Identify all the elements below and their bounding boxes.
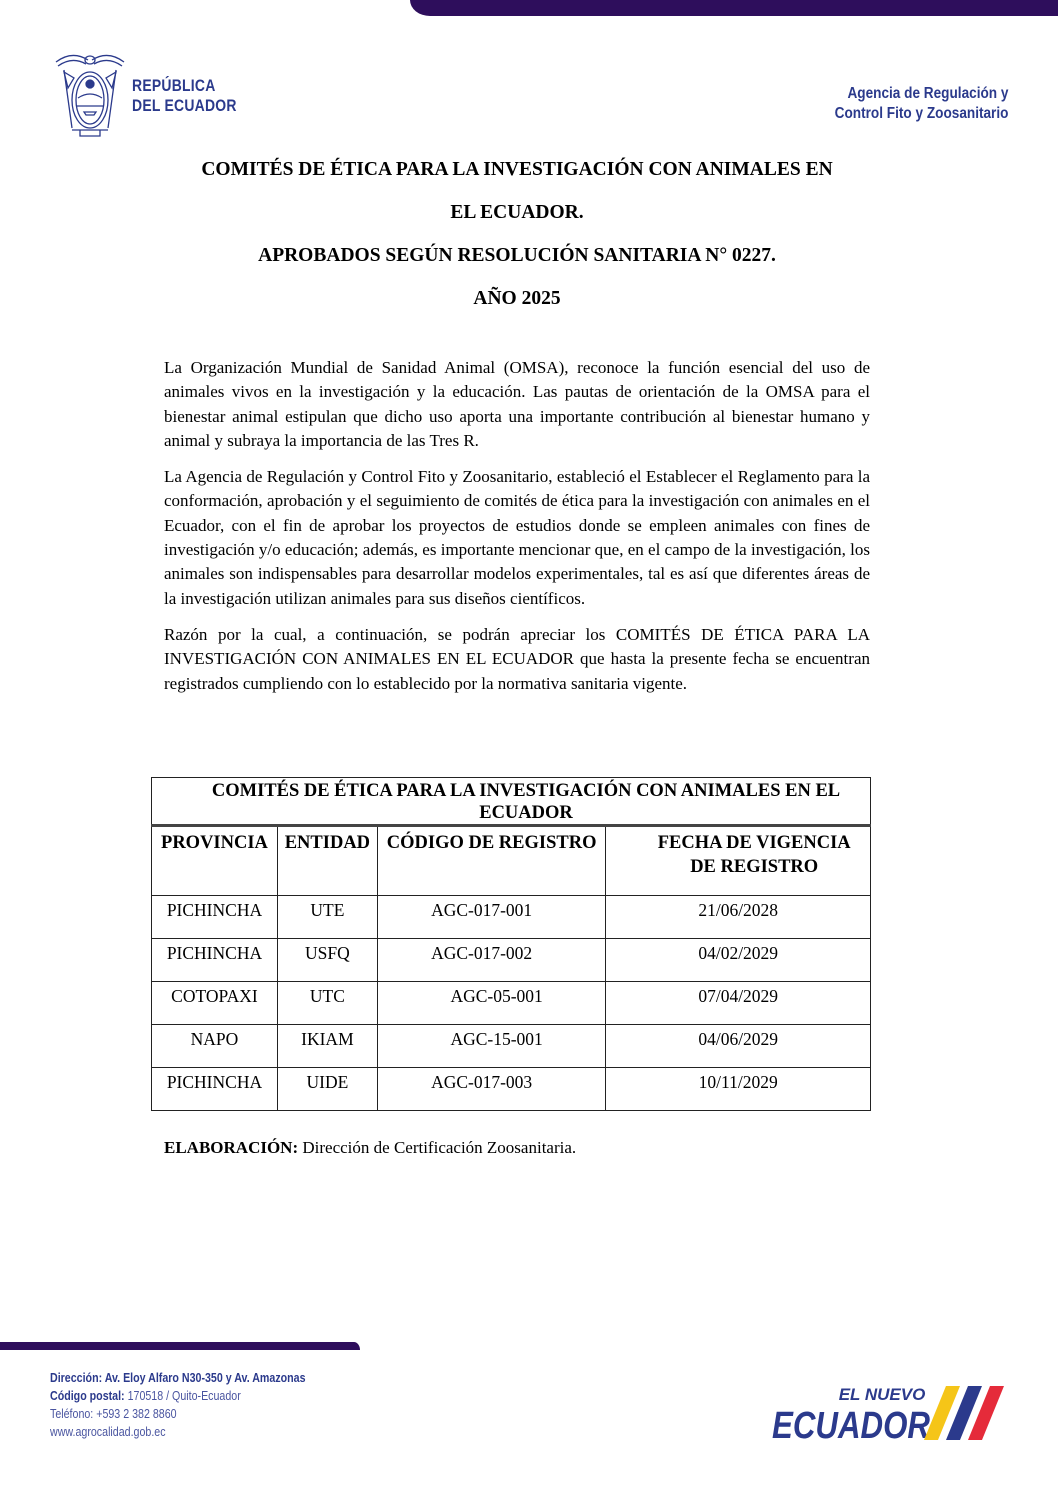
republica-logo: [50, 48, 260, 140]
paragraph-2: La Agencia de Regulación y Control Fito y Zoosanitario, estableció el Establecer el Reglamento para la conformación, aprobación y el seguimiento de comités de ética para la investigación con animales en el Ecuador, con el fin de aprobar los proyectos de estudios donde se empleen animales con fines de investigación y/o educación; además, es importante mencionar que, en el campo de la investigación, los animales son indispensables para desarrollar modelos experimentales, tal es así que diferentes áreas de la investigación utilizan animales para sus diseños científicos.: [164, 467, 870, 608]
brand-big-text: ECUADOR: [772, 1405, 931, 1446]
postal-label: Código postal:: [50, 1388, 125, 1403]
republica-line1: REPÚBLICA: [132, 76, 216, 95]
cell-provincia: NAPO: [152, 1025, 278, 1068]
postal-value: 170518 / Quito-Ecuador: [124, 1388, 241, 1403]
column-header-provincia: PROVINCIA: [152, 826, 278, 896]
republica-line2: DEL ECUADOR: [132, 96, 237, 115]
paragraph-1: La Organización Mundial de Sanidad Animal (OMSA), reconoce la función esencial del uso de animales vivos en la investigación y la educación. Las pautas de orientación de la OMSA para el bienestar animal estipulan que dicho uso aporta una importante contribución al bienestar humano y animal y subraya la importancia de las Tres R.: [164, 358, 870, 450]
cell-codigo: AGC-017-003: [377, 1068, 606, 1111]
cell-codigo: AGC-15-001: [377, 1025, 606, 1068]
cell-entidad: UIDE: [277, 1068, 377, 1111]
agency-logo: [804, 84, 1008, 124]
el-nuevo-ecuador-logo: [770, 1378, 1010, 1446]
column-header-entidad: ENTIDAD: [277, 826, 377, 896]
title-line-4: AÑO 2025: [473, 288, 561, 309]
footer-accent-bar: [0, 1342, 360, 1350]
coat-of-arms-icon: [50, 48, 130, 140]
column-header-fecha: FECHA DE VIGENCIA DE REGISTRO: [606, 826, 871, 896]
brand-small-text: EL NUEVO: [838, 1385, 926, 1404]
table-row: [152, 982, 871, 1025]
paragraph-3: Razón por la cual, a continuación, se podrán apreciar los COMITÉS DE ÉTICA PARA LA INVESTIGACIÓN CON ANIMALES EN EL ECUADOR que hasta la presente fecha se encuentran registrados cumpliendo con lo establecido por la normativa sanitaria vigente.: [164, 624, 870, 693]
phone-value: +593 2 382 8860: [93, 1406, 177, 1421]
agency-line2: Control Fito y Zoosanitario: [834, 105, 1008, 122]
table-row: [152, 1068, 871, 1111]
header-accent-bar: [410, 0, 1058, 16]
cell-provincia: PICHINCHA: [152, 1068, 278, 1111]
address-label: Dirección:: [50, 1370, 103, 1385]
cell-codigo: AGC-05-001: [377, 982, 606, 1025]
committees-table: [151, 777, 871, 1111]
column-header-codigo: CÓDIGO DE REGISTRO: [377, 826, 606, 896]
cell-fecha: 04/02/2029: [606, 939, 871, 982]
title-line-3: APROBADOS SEGÚN RESOLUCIÓN SANITARIA N° 0227.: [258, 245, 776, 266]
cell-fecha: 04/06/2029: [606, 1025, 871, 1068]
elaboracion-label: ELABORACIÓN:: [164, 1138, 299, 1157]
cell-fecha: 07/04/2029: [606, 982, 871, 1025]
cell-codigo: AGC-017-001: [377, 896, 606, 939]
website-link[interactable]: www.agrocalidad.gob.ec: [50, 1424, 166, 1439]
table-row: [152, 1025, 871, 1068]
title-line-1: COMITÉS DE ÉTICA PARA LA INVESTIGACIÓN CON ANIMALES EN: [201, 159, 833, 180]
elaboracion-value: Dirección de Certificación Zoosanitaria.: [298, 1138, 577, 1157]
cell-entidad: IKIAM: [277, 1025, 377, 1068]
cell-provincia: PICHINCHA: [152, 896, 278, 939]
table-header-row: [152, 826, 871, 896]
address-value: Av. Eloy Alfaro N30-350 y Av. Amazonas: [102, 1370, 306, 1385]
cell-codigo: AGC-017-002: [377, 939, 606, 982]
elaboracion-line: [164, 1138, 576, 1158]
agency-line1: Agencia de Regulación y: [847, 85, 1008, 102]
cell-entidad: UTC: [277, 982, 377, 1025]
cell-fecha: 10/11/2029: [606, 1068, 871, 1111]
cell-provincia: PICHINCHA: [152, 939, 278, 982]
cell-entidad: USFQ: [277, 939, 377, 982]
document-body: [164, 356, 870, 708]
table-title: COMITÉS DE ÉTICA PARA LA INVESTIGACIÓN CON ANIMALES EN EL ECUADOR: [152, 778, 871, 826]
document-title: [100, 156, 934, 328]
phone-label: Teléfono:: [50, 1406, 94, 1421]
title-line-2: EL ECUADOR.: [450, 202, 584, 223]
cell-provincia: COTOPAXI: [152, 982, 278, 1025]
cell-entidad: UTE: [277, 896, 377, 939]
footer-contact: [50, 1369, 362, 1441]
table-row: [152, 896, 871, 939]
cell-fecha: 21/06/2028: [606, 896, 871, 939]
table-row: [152, 939, 871, 982]
